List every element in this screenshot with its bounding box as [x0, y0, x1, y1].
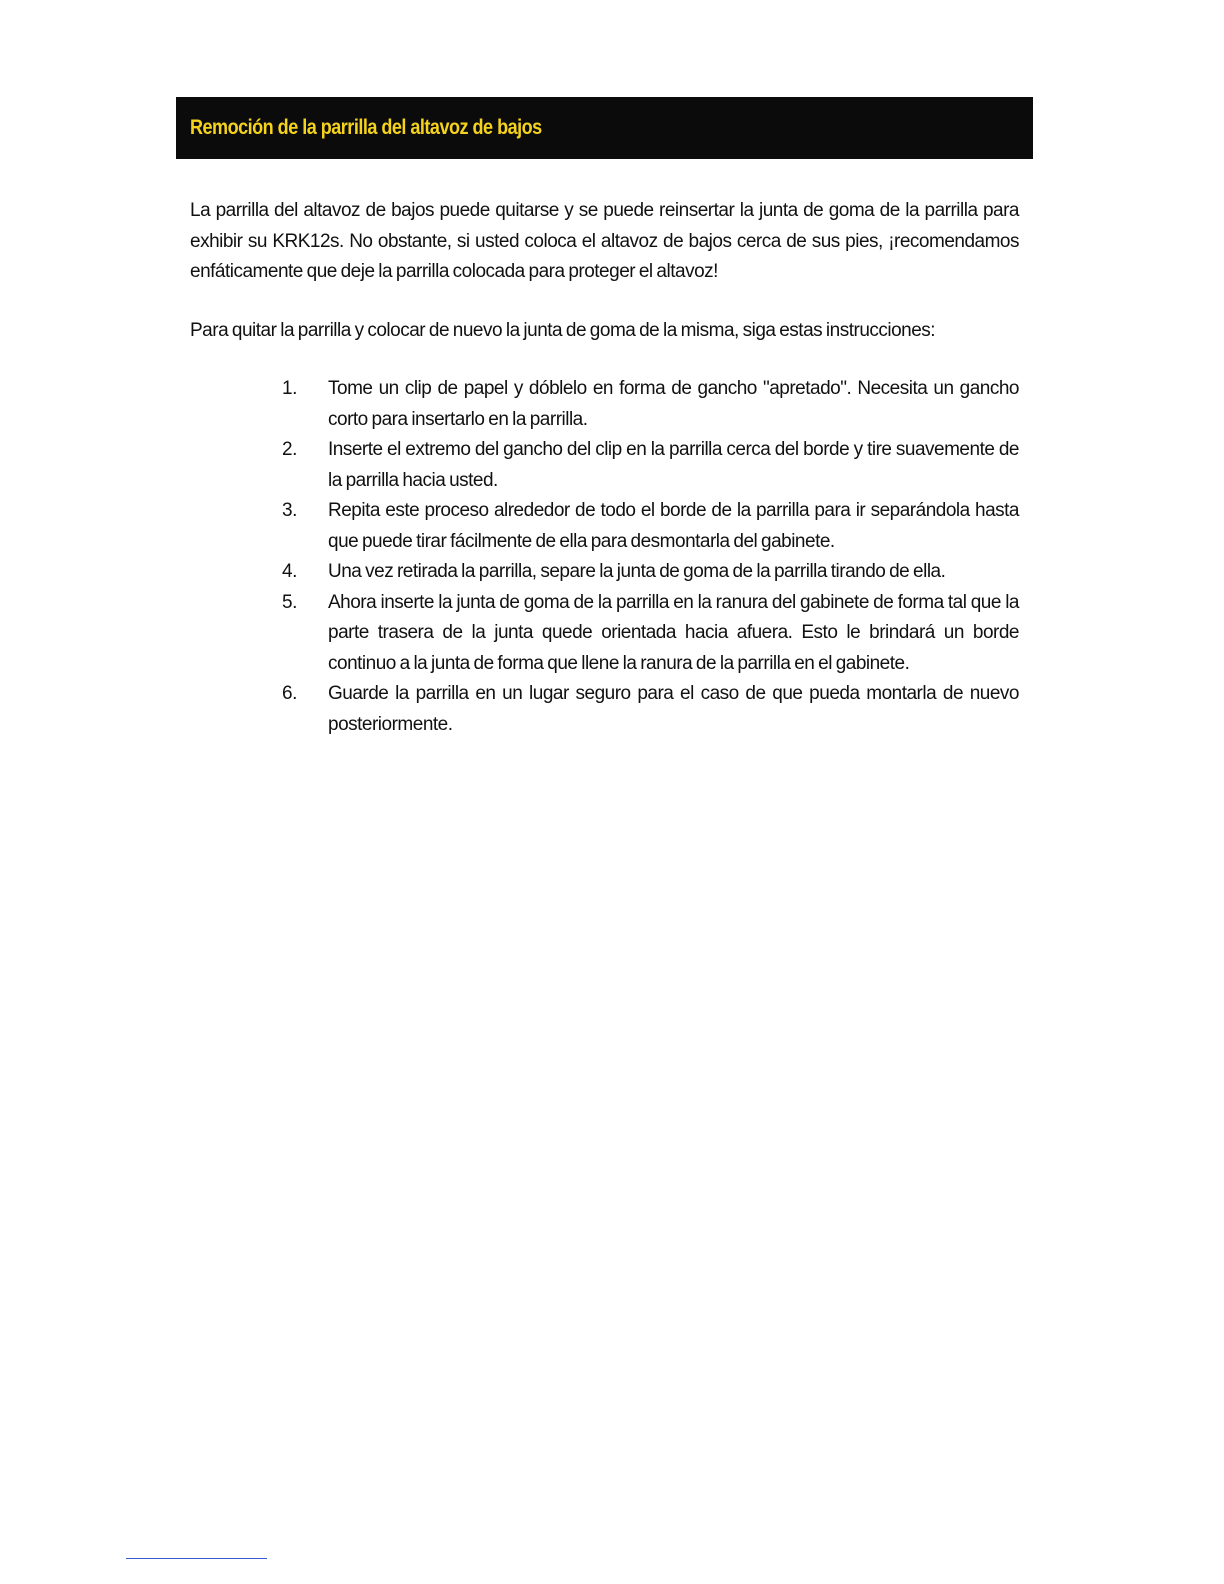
intro-paragraph: La parrilla del altavoz de bajos puede quitarse y se puede reinsertar la junta de goma de la parrilla para exhibir su KRK12s. No obstante, si usted coloca el altavoz de bajos cerca de sus pies, ¡recomendamos enfáticamente que deje la parrilla colocada para proteger el altavoz! — [190, 200, 1019, 282]
section-title: Remoción de la parrilla del altavoz de bajos — [190, 116, 542, 139]
list-item-step-2 — [190, 435, 1019, 496]
step-number: 4. — [282, 561, 297, 582]
step-number: 3. — [282, 500, 297, 521]
document-body — [190, 196, 1019, 740]
step-text: Ahora inserte la junta de goma de la parrilla en la ranura del gabinete de forma tal que la parte trasera de la junta quede orientada hacia afuera. Esto le brindará un borde continuo a la junta de forma que llene la ranura de la parrilla en el gabinete. — [328, 591, 1019, 674]
instructions-lead-paragraph: Para quitar la parrilla y colocar de nuevo la junta de goma de la misma, siga estas instrucciones: — [190, 319, 936, 341]
step-number: 6. — [282, 683, 297, 704]
step-number: 2. — [282, 439, 297, 460]
instruction-steps-list — [190, 374, 1019, 740]
list-item-step-4 — [190, 557, 1019, 588]
list-item-step-1 — [190, 374, 1019, 435]
list-item-step-6 — [190, 679, 1019, 740]
step-text: Repita este proceso alrededor de todo el borde de la parrilla para ir separándola hasta que puede tirar fácilmente de ella para desmontarla del gabinete. — [328, 500, 1019, 552]
step-text: Una vez retirada la parrilla, separe la junta de goma de la parrilla tirando de ella. — [328, 561, 946, 582]
list-item-step-3 — [190, 496, 1019, 557]
footnote-separator-line — [126, 1558, 267, 1559]
step-number: 5. — [282, 591, 297, 613]
step-number: 1. — [282, 378, 297, 399]
list-item-step-5 — [190, 588, 1019, 680]
step-text: Inserte el extremo del gancho del clip en la parrilla cerca del borde y tire suavemente de la parrilla hacia usted. — [328, 439, 1019, 491]
section-header-bar — [176, 97, 1033, 159]
step-text: Tome un clip de papel y dóblelo en forma de gancho "apretado". Necesita un gancho corto para insertarlo en la parrilla. — [328, 378, 1019, 430]
step-text: Guarde la parrilla en un lugar seguro para el caso de que pueda montarla de nuevo posteriormente. — [328, 683, 1019, 735]
